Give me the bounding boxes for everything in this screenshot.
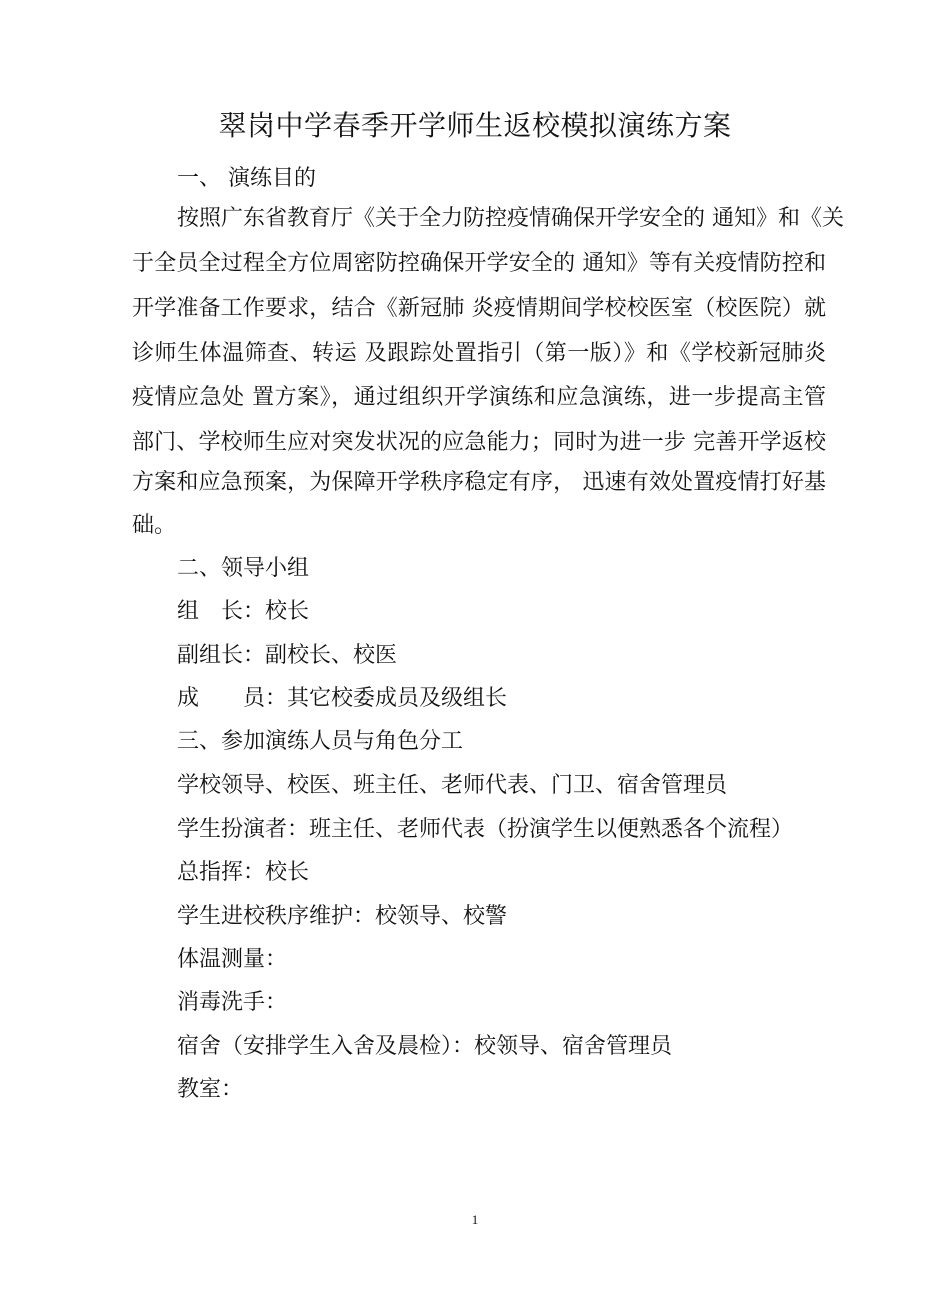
document-title: 翠岗中学春季开学师生返校模拟演练方案 — [218, 109, 732, 142]
role-item: 学生扮演者：班主任、老师代表（扮演学生以便熟悉各个流程） — [177, 817, 794, 842]
section-heading-purpose: 一、 演练目的 — [177, 166, 316, 191]
paragraph-line: 部门、学校师生应对突发状况的应急能力；同时为进一步 完善开学返校 — [132, 430, 826, 455]
role-item: 教室： — [177, 1077, 244, 1102]
leadership-item: 副组长：副校长、校医 — [177, 643, 398, 668]
section-heading-leadership: 二、领导小组 — [177, 556, 310, 581]
role-item: 宿舍（安排学生入舍及晨检）：校领导、宿舍管理员 — [177, 1034, 673, 1059]
paragraph-line: 按照广东省教育厅《关于全力防控疫情确保开学安全的 通知》和《关 — [177, 206, 844, 231]
role-item: 学校领导、校医、班主任、老师代表、门卫、宿舍管理员 — [177, 773, 728, 798]
leadership-item: 组 长：校长 — [177, 599, 310, 624]
paragraph-line: 础。 — [132, 513, 177, 538]
page-number: 1 — [471, 1212, 479, 1227]
role-item: 学生进校秩序维护：校领导、校警 — [177, 904, 508, 929]
paragraph-line: 于全员全过程全方位周密防控确保开学安全的 通知》等有关疫情防控和 — [132, 251, 826, 276]
role-item: 总指挥：校长 — [177, 860, 310, 885]
paragraph-line: 方案和应急预案，为保障开学秩序稳定有序， 迅速有效处置疫情打好基 — [132, 470, 826, 495]
paragraph-line: 开学准备工作要求，结合《新冠肺 炎疫情期间学校校医室（校医院）就 — [132, 296, 826, 321]
role-item: 体温测量： — [177, 947, 288, 972]
paragraph-line: 诊师生体温筛查、转运 及跟踪处置指引（第一版）》和《学校新冠肺炎 — [132, 341, 826, 366]
section-heading-roles: 三、参加演练人员与角色分工 — [177, 729, 464, 754]
paragraph-line: 疫情应急处 置方案》，通过组织开学演练和应急演练，进一步提高主管 — [132, 385, 826, 410]
role-item: 消毒洗手： — [177, 990, 288, 1015]
leadership-item: 成 员：其它校委成员及级组长 — [177, 686, 508, 711]
